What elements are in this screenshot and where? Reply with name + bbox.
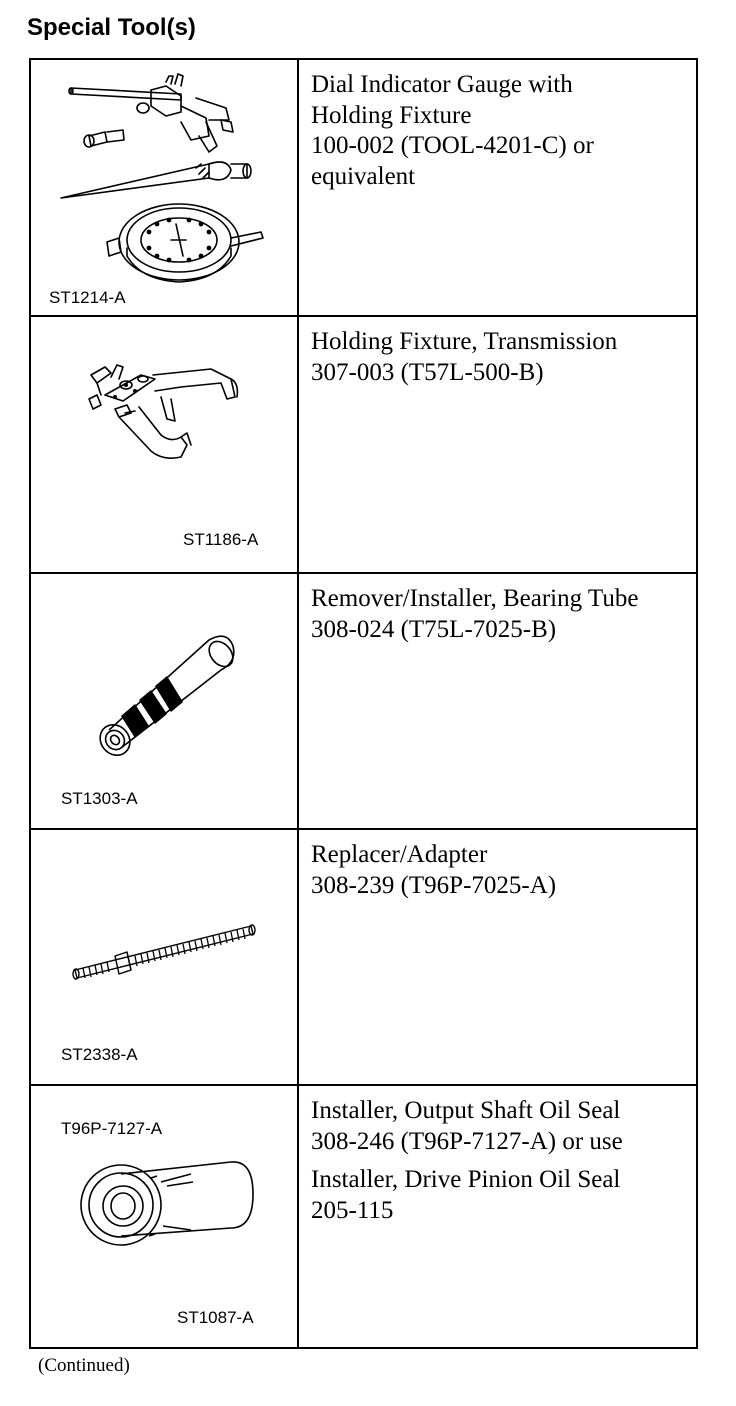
page-title: Special Tool(s): [27, 14, 196, 41]
tool-row: [31, 317, 696, 574]
tool-image-cell: [31, 574, 299, 828]
tool-row: [31, 574, 696, 830]
description-line: 307-003 (T57L-500-B): [311, 358, 544, 386]
tool-image-cell: [31, 830, 299, 1084]
description-line: Installer, Output Shaft Oil Seal: [311, 1097, 621, 1124]
description-line: Replacer/Adapter: [311, 841, 488, 868]
description-line: Remover/Installer, Bearing Tube: [311, 585, 639, 612]
tool-row: [31, 1086, 696, 1347]
image-label: ST1186-A: [183, 530, 259, 549]
tool-description: [299, 60, 696, 315]
continued-note: (Continued): [38, 1355, 130, 1376]
description-line: Installer, Drive Pinion Oil Seal: [311, 1166, 621, 1193]
tool-description: [299, 830, 696, 1084]
description-line: Holding Fixture: [311, 101, 472, 129]
tool-description: [299, 1086, 696, 1347]
description-line: Holding Fixture, Transmission: [311, 328, 618, 355]
tool-description: [299, 317, 696, 572]
tool-description: [299, 574, 696, 828]
description-line: 308-246 (T96P-7127-A) or use: [311, 1127, 623, 1155]
dial-indicator-gauge-drawing: [31, 60, 297, 315]
description-line: 205-115: [311, 1196, 394, 1224]
description-line: Dial Indicator Gauge with: [311, 71, 573, 98]
description-line: equivalent: [311, 162, 416, 190]
oil-seal-installer-drawing: [31, 1086, 297, 1345]
image-label: ST1087-A: [177, 1308, 254, 1327]
tool-image-cell: [31, 60, 299, 315]
description-line: 308-239 (T96P-7025-A): [311, 871, 557, 899]
image-part-label: T96P-7127-A: [61, 1119, 163, 1138]
description-line: 100-002 (TOOL-4201-C) or: [311, 132, 594, 159]
special-tools-table: [29, 58, 698, 1349]
tool-image-cell: [31, 1086, 299, 1347]
tool-row: [31, 60, 696, 317]
description-line: 308-024 (T75L-7025-B): [311, 615, 557, 643]
image-label: ST2338-A: [61, 1045, 138, 1064]
tool-image-cell: [31, 317, 299, 572]
image-label: ST1303-A: [61, 789, 138, 808]
tool-row: [31, 830, 696, 1086]
image-label: ST1214-A: [49, 288, 126, 307]
